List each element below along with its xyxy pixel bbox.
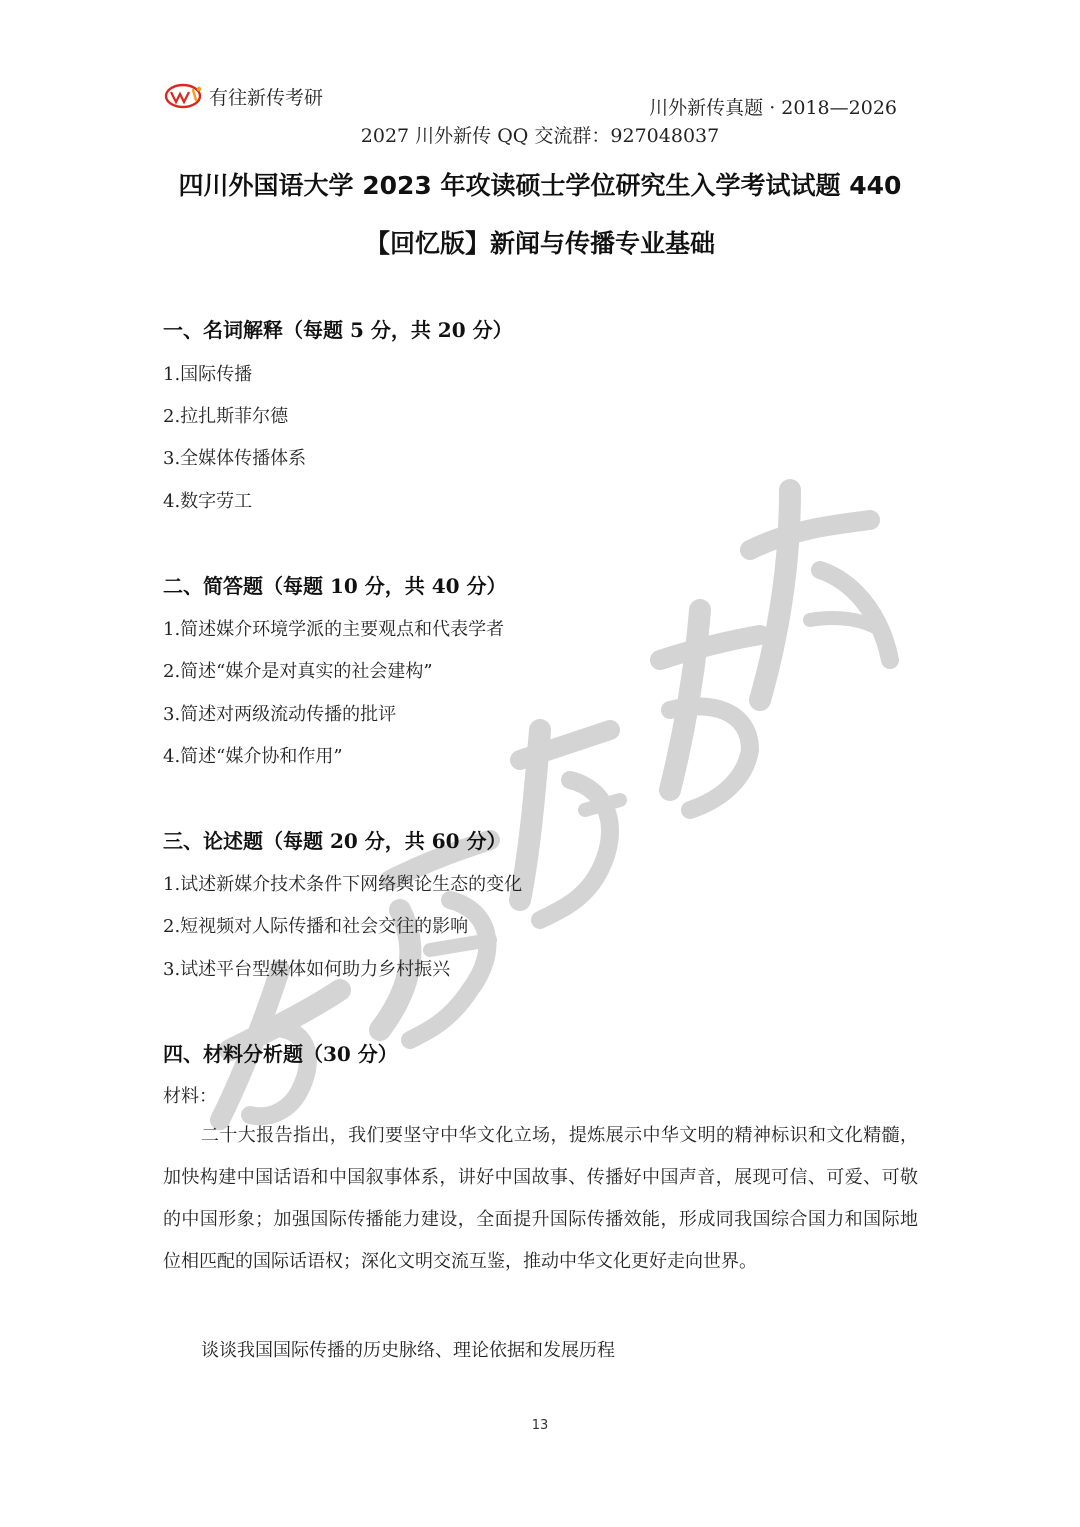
question-item: 2.简述“媒介是对真实的社会建构” <box>163 661 433 682</box>
header-series-title: 川外新传真题 · 2018—2026 <box>649 97 897 119</box>
question-item: 2.短视频对人际传播和社会交往的影响 <box>163 916 469 937</box>
watermark-calligraphy <box>190 430 910 1130</box>
material-label: 材料： <box>163 1086 217 1107</box>
question-item: 3.试述平台型媒体如何助力乡村振兴 <box>163 959 451 980</box>
logo-text: 有往新传考研 <box>209 86 324 109</box>
section-heading-material: 四、材料分析题（30 分） <box>163 1042 398 1066</box>
qq-group-line: 2027 川外新传 QQ 交流群：927048037 <box>360 125 720 147</box>
section-heading-terms: 一、名词解释（每题 5 分，共 20 分） <box>163 318 513 342</box>
section-heading-essay: 三、论述题（每题 20 分，共 60 分） <box>163 829 507 853</box>
question-item: 3.简述对两级流动传播的批评 <box>163 704 397 725</box>
material-paragraph: 二十大报告指出，我们要坚守中华文化立场，提炼展示中华文明的精神标识和文化精髓，加快构建中国话语和中国叙事体系，讲好中国故事、传播好中国声音，展现可信、可爱、可敬的中国形象；加强国际传播能力建设，全面提升国际传播效能，形成同我国综合国力和国际地位相匹配的国际话语权；深化文明交流互鉴，推动中华文化更好走向世界。 <box>163 1125 918 1272</box>
question-item: 1.国际传播 <box>163 364 253 385</box>
question-item: 2.拉扎斯菲尔德 <box>163 406 289 427</box>
logo-mark-icon <box>163 82 207 110</box>
exam-title: 四川外国语大学 2023 年攻读硕士学位研究生入学考试试题 440 <box>178 171 902 200</box>
section-heading-short-answer: 二、简答题（每题 10 分，共 40 分） <box>163 574 507 598</box>
question-item: 4.数字劳工 <box>163 491 253 512</box>
question-item: 4.简述“媒介协和作用” <box>163 746 343 767</box>
page-number: 13 <box>531 1418 549 1433</box>
question-item: 1.简述媒介环境学派的主要观点和代表学者 <box>163 619 505 640</box>
material-question: 谈谈我国国际传播的历史脉络、理论依据和发展历程 <box>201 1340 615 1361</box>
brand-logo <box>163 82 323 110</box>
question-item: 1.试述新媒介技术条件下网络舆论生态的变化 <box>163 874 523 895</box>
question-item: 3.全媒体传播体系 <box>163 448 307 469</box>
exam-subtitle: 【回忆版】新闻与传播专业基础 <box>364 229 715 258</box>
